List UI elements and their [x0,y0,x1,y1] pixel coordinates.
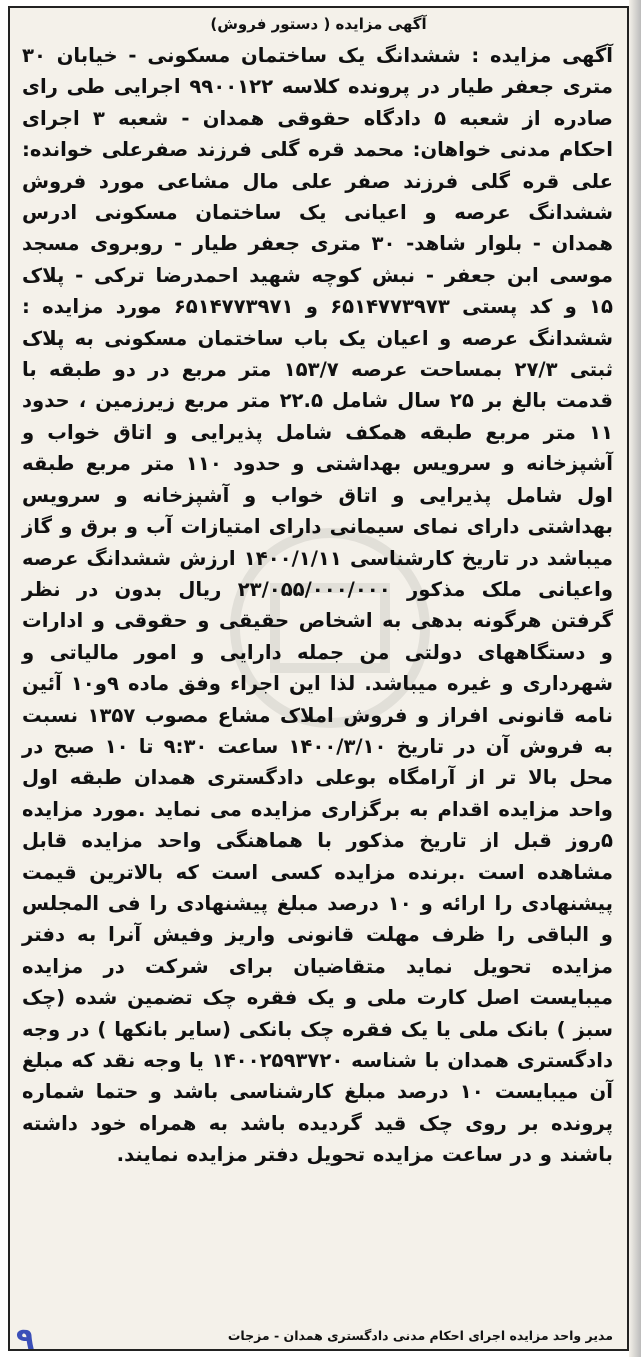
watermark-logo [180,508,480,748]
notice-body: آگهی مزایده : ششدانگ یک ساختمان مسکونی - خیابان ۳۰ متری جعفر طیار در پرونده کلاسه ۹۹۰۰۱۲۲ اجرایی طی رای صادره از شعبه ۵ دادگاه حقوقی همدان - شعبه ۳ اجرای احکام مدنی خواهان: محمد قره گلی فرزند صفرعلی خوانده: علی قره گلی فرزند صفر علی مال مشاعی مورد فروش ششدانگ عرصه و اعیانی یک ساختمان مسکونی ادرس همدان - بلوار شاهد- ۳۰ متری جعفر طیار - روبروی مسجد موسی ابن جعفر - نبش کوچه شهید احمدرضا ترکی - پلاک ۱۵ و کد پستی ۶۵۱۴۷۷۳۹۷۳ و ۶۵۱۴۷۷۳۹۷۱ مورد مزایده : ششدانگ عرصه و اعیان یک باب ساختمان مسکونی به پلاک ثبتی ۲۷/۳ بمساحت عرصه ۱۵۳/۷ متر مربع در دو طبقه با قدمت بالغ بر ۲۵ سال شامل ۲۲.۵ متر مربع زیرزمین ، حدود ۱۱ متر مربع طبقه همکف شامل پذیرایی و اتاق خواب و آشپزخانه و سرویس بهداشتی و حدود ۱۱۰ متر مربع طبقه اول شامل پذیرایی و اتاق خواب و آشپزخانه و سرویس بهداشتی دارای نمای سیمانی دارای امتیازات آب و برق و گاز میباشد در تاریخ کارشناسی ۱۴۰۰/۱/۱۱ ارزش ششدانگ عرصه واعیانی ملک مذکور ۲۳/۰۵۵/۰۰۰/۰۰۰ ریال بدون در نظر گرفتن هرگونه بدهی به اشخاص حقیقی و حقوقی و ادارات و دستگاههای دولتی من جمله دارایی و امور مالیاتی و شهرداری و غیره میباشد. لذا این اجراء وفق ماده ۹و۱۰ آئین نامه قانونی افراز و فروش املاک مشاع مصوب ۱۳۵۷ نسبت به فروش آن در تاریخ ۱۴۰۰/۳/۱۰ ساعت ۹:۳۰ تا ۱۰ صبح در محل بالا تر از آرامگاه بوعلی دادگستری همدان طبقه اول واحد مزایده اقدام به برگزاری مزایده می نماید .مورد مزایده ۵روز قبل از تاریخ مذکور با هماهنگی واحد مزایده قابل مشاهده است .برنده مزایده کسی است که بالاترین قیمت پیشنهادی را ارائه و ۱۰ درصد مبلغ پیشنهادی را فی المجلس و الباقی را ظرف مهلت قانونی واریز وفیش آنرا به دفتر مزایده تحویل نماید متقاضیان برای شرکت در مزایده میبایست اصل کارت ملی و یک فقره چک تضمین شده (چک سبز ) بانک ملی یا یک فقره چک بانکی (سایر بانکها ) در وجه دادگستری همدان با شناسه ۱۴۰۰۲۵۹۳۷۲۰ یا وجه نقد که مبلغ آن میبایست ۱۰ درصد مبلغ کارشناسی باشد و حتما شماره پرونده بر روی چک قید گردیده باشد به همراه خود داشته باشند و در ساعت مزایده تحویل دفتر مزایده نمایند. [22,44,614,1167]
paper-edge [629,0,641,1357]
notice-clipping [8,6,629,1351]
notice-header: آگهی مزایده ( دستور فروش) [210,15,427,33]
notice-footer: مدیر واحد مزایده اجرای احکام مدنی دادگستری همدان - مزجات [227,1328,613,1343]
page-mark: ۹ [16,1322,35,1351]
